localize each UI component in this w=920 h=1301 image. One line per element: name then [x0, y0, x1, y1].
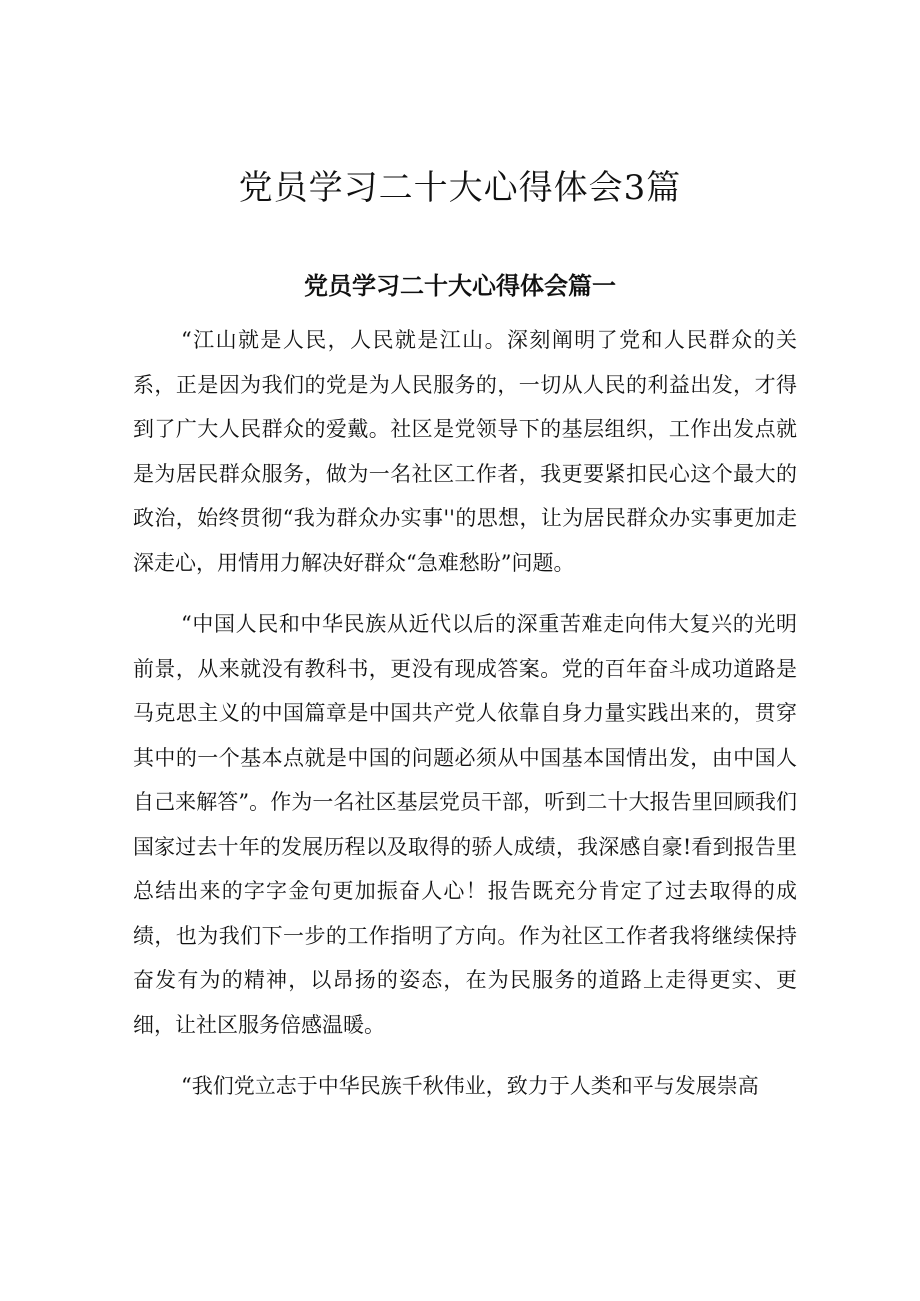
paragraph-2: “中国人民和中华民族从近代以后的深重苦难走向伟大复兴的光明前景，从来就没有教科书，更没有现成答案。党的百年奋斗成功道路是马克思主义的中国篇章是中国共产党人依靠自身力量实践出来的，贯穿其中的一个基本点就是中国的问题必须从中国基本国情出发，由中国人自己来解答”。作为一名社区基层党员干部，听到二十大报告里回顾我们国家过去十年的发展历程以及取得的骄人成绩，我深感自豪!看到报告里总结出来的字字金句更加振奋人心！报告既充分肯定了过去取得的成绩，也为我们下一步的工作指明了方向。作为社区工作者我将继续保持奋发有为的精神，以昂扬的姿态，在为民服务的道路上走得更实、更细，让社区服务倍感温暖。 — [133, 612, 797, 1037]
paragraph-1: “江山就是人民，人民就是江山。深刻阐明了党和人民群众的关系，正是因为我们的党是为人民服务的，一切从人民的利益出发，才得到了广大人民群众的爱戴。社区是党领导下的基层组织，工作出发点就是为居民群众服务，做为一名社区工作者，我更要紧扣民心这个最大的政治，始终贯彻“我为群众办实事''的思想，让为居民群众办实事更加走深走心，用情用力解决好群众“急难愁盼”问题。 — [133, 328, 797, 575]
document-title: 党员学习二十大心得体会3篇 — [238, 168, 682, 208]
paragraph-3: “我们党立志于中华民族千秋伟业，致力于人类和平与发展崇高 — [181, 1074, 759, 1098]
body-text — [133, 318, 797, 1126]
section-title: 党员学习二十大心得体会篇一 — [304, 272, 616, 300]
